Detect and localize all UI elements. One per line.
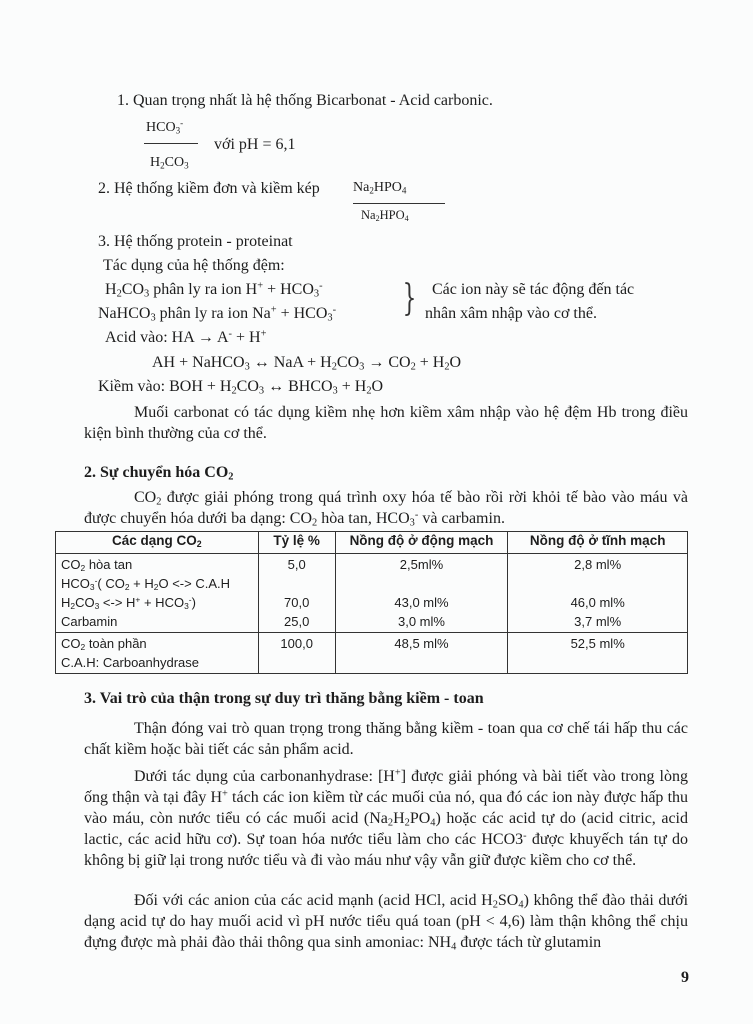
arterial-value: 3,0 ml%: [398, 614, 445, 629]
curly-brace-icon: }: [402, 278, 417, 319]
section-3-paragraph-3: Đối với các anion của các acid mạnh (acid HCl, acid $H_2SO_4$) không thể đào thải dưới dạng acid tự do hay muối acid vì pH nước tiểu quá toan (pH < 4,6) làm thận không thể chịu đựng được mà phải đào thải thông qua sinh amoniac: $NH_4$ được tách từ glutamin: [84, 892, 689, 953]
venous-value: 3,7 ml%: [574, 614, 622, 629]
header-venous: Nồng độ ở tĩnh mạch: [508, 532, 688, 554]
buffer-action-title: Tác dụng của hệ thống đệm:: [103, 257, 285, 274]
item-3-protein-system: 3. Hệ thống protein - proteinat: [98, 233, 293, 250]
percent-value: [264, 653, 330, 672]
header-co2-forms: Các dạng $CO_2$: [56, 532, 259, 554]
brace-note-line-1: Các ion này sẽ tác động đến tác: [432, 281, 635, 298]
cell-percent: [258, 554, 335, 633]
section-3-paragraph-1: Thận đóng vai trò quan trọng trong thăng bằng kiềm - toan qua cơ chế tái hấp thu các chất kiềm hoặc bài tiết các sản phẩm acid.: [84, 720, 688, 758]
form-bicarbonate-2: $H_2CO_3$ <-> $H^+ + HCO_3^-$): [61, 594, 196, 612]
section-2-heading: 2. Sự chuyển hóa $CO_2$: [84, 464, 234, 483]
phosphate-fraction-bar: [353, 203, 445, 204]
h2co3-dissociation: $H_2CO_3$ phân ly ra ion $H^+ + HCO_3^-$: [105, 280, 323, 300]
percent-value: 5,0: [287, 557, 306, 572]
percent-value: 100,0: [280, 636, 313, 651]
acid-in-reaction: Acid vào: HA → A- + H+: [105, 328, 267, 346]
cell-venous: [508, 633, 688, 674]
venous-value: [513, 653, 682, 672]
table-header-row: [56, 532, 688, 554]
cell-percent: [258, 633, 335, 674]
form-cah-note: C.A.H: Carboanhydrase: [61, 655, 200, 670]
percent-value: 70,0: [284, 595, 310, 610]
phosphate-numerator: $Na_2HPO_4$: [353, 180, 407, 196]
page-number: 9: [681, 969, 689, 986]
venous-value: [513, 574, 682, 593]
item-1-bicarbonate-system: 1. Quan trọng nhất là hệ thống Bicarbonat - Acid carbonic.: [117, 92, 493, 109]
percent-value: [264, 574, 330, 593]
cell-arterial: [335, 554, 508, 633]
venous-value: 46,0 ml%: [570, 595, 625, 610]
header-percent: Tỷ lệ %: [258, 532, 335, 554]
form-total: $CO_2$ toàn phần: [61, 636, 147, 653]
venous-value: 52,5 ml%: [570, 636, 625, 651]
acid-buffer-reaction: AH + NaHCO$_3$ ↔ NaA + $H_2CO_3 \to CO_2 + H_2O$: [152, 354, 462, 373]
cell-forms: [56, 554, 259, 633]
form-carbamin: Carbamin: [61, 614, 118, 629]
carbonate-note: Muối carbonat có tác dụng kiềm nhẹ hơn kiềm xâm nhập vào hệ đệm Hb trong điều kiện bình thường của cơ thể.: [84, 404, 688, 442]
form-bicarbonate-1: $HCO_3^-$( $CO_2 + H_2O$ <-> C.A.H: [61, 575, 231, 593]
header-arterial: Nồng độ ở động mạch: [335, 532, 508, 554]
form-dissolved: $CO_2$ hòa tan: [61, 557, 133, 574]
cell-forms: [56, 633, 259, 674]
percent-value: 25,0: [284, 614, 310, 629]
section-3-paragraph-2: Dưới tác dụng của carbonanhydrase: [H+] được giải phóng và bài tiết vào trong lòng ống thận và tại đây H+ tách các ion kiềm từ các muối của nó, qua đó các ion này được hấp thu vào máu, còn nước tiểu có các muối acid $(Na_2H_2PO_4)$ hoặc các acid tự do (acid citric, acid lactic, các acid hữu cơ). Sự toan hóa nước tiểu làm cho các HCO3- được khuyếch tán tự do không bị giữ lại trong nước tiểu và đi vào máu như vậy vẫn giữ được kiềm cho cơ thể.: [84, 767, 689, 869]
cell-venous: [508, 554, 688, 633]
co2-forms-table: [55, 531, 688, 674]
fraction-bar: [144, 143, 198, 144]
arterial-value: [341, 653, 503, 672]
arterial-value: 43,0 ml%: [394, 595, 449, 610]
base-in-reaction: Kiềm vào: BOH + $H_2CO_3$ ↔ $BHCO_3 + H_2O$: [98, 378, 384, 397]
brace-note-line-2: nhân xâm nhập vào cơ thể.: [425, 305, 597, 322]
arterial-value: 48,5 ml%: [394, 636, 449, 651]
nahco3-dissociation: NaHCO$_3$ phân ly ra ion $Na^+ + HCO_3^-$: [98, 304, 337, 324]
section-3-heading: 3. Vai trò của thận trong sự duy trì thăng bằng kiềm - toan: [84, 690, 484, 707]
fraction-denominator-h2co3: $H_2CO_3$: [150, 155, 189, 171]
item-2-phosphate-system: 2. Hệ thống kiềm đơn và kiềm kép: [98, 180, 320, 197]
phosphate-denominator: $Na_2HPO_4$: [361, 208, 409, 224]
table-row: [56, 554, 688, 633]
arterial-value: 2,5ml%: [399, 557, 444, 572]
fraction-numerator-hco3: $HCO_3^-$: [146, 118, 184, 136]
ph-note: với pH = 6,1: [214, 136, 296, 153]
arterial-value: [341, 574, 503, 593]
cell-arterial: [335, 633, 508, 674]
venous-value: 2,8 ml%: [574, 557, 622, 572]
table-row: [56, 633, 688, 674]
section-2-paragraph: $CO_2$ được giải phóng trong quá trình oxy hóa tế bào rồi rời khỏi tế bào vào máu và được chuyển hóa dưới ba dạng: $CO_2$ hòa tan, $HCO_3^-$ và carbamin.: [84, 489, 688, 529]
